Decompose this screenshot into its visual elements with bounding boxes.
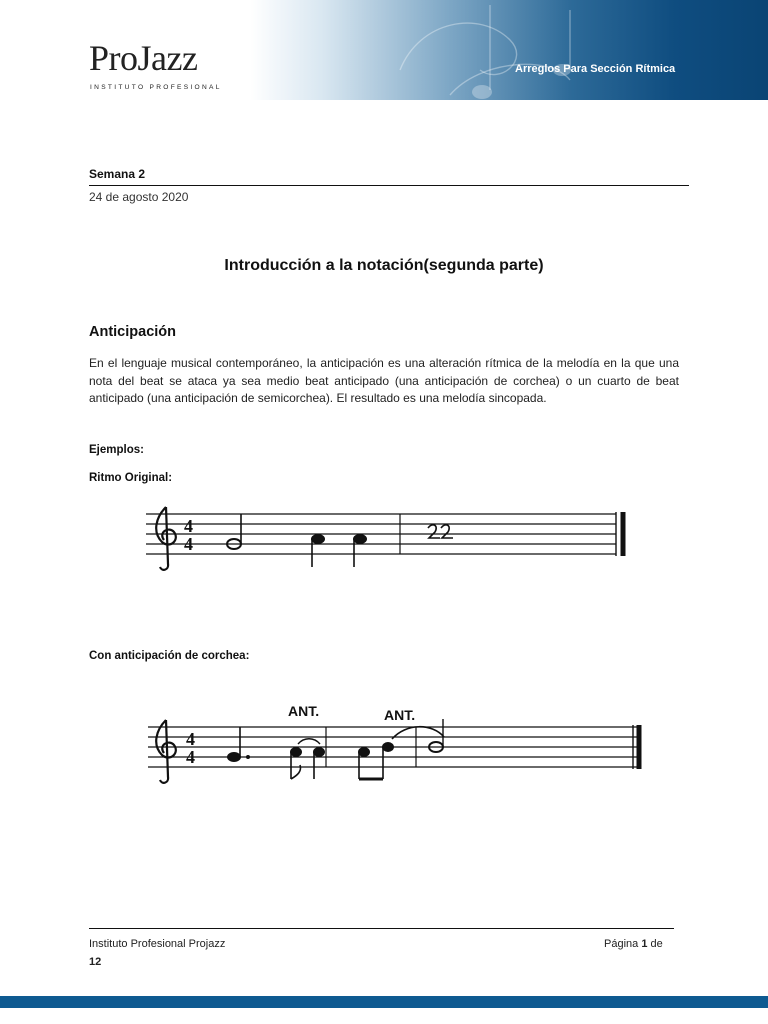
music-notes-decoration	[250, 0, 768, 100]
section-heading: Anticipación	[89, 324, 177, 340]
divider	[89, 185, 689, 186]
anticipation-label: Con anticipación de corchea:	[89, 650, 250, 662]
footer-divider	[89, 928, 674, 929]
svg-text:4: 4	[184, 534, 193, 554]
svg-text:4: 4	[186, 729, 195, 749]
date-label: 24 de agosto 2020	[89, 190, 189, 204]
week-label: Semana 2	[89, 167, 146, 181]
ant-mark: ANT.	[384, 707, 416, 723]
page-of: de	[650, 938, 663, 950]
footer-institution: Instituto Profesional Projazz	[89, 938, 226, 950]
svg-text:4: 4	[184, 516, 193, 536]
footer-bar	[0, 996, 768, 1008]
original-rhythm-staff	[136, 492, 640, 582]
document-title: Introducción a la notación(segunda parte)	[224, 257, 544, 274]
svg-text:4: 4	[186, 747, 195, 767]
total-pages: 12	[89, 956, 102, 968]
page-prefix: Página	[604, 938, 639, 950]
projazz-logo: ProJazz	[89, 38, 198, 78]
original-rhythm-label: Ritmo Original:	[89, 472, 173, 484]
course-title: Arreglos Para Sección Rítmica	[515, 63, 676, 75]
examples-label: Ejemplos:	[89, 444, 144, 456]
logo-tagline: INSTITUTO PROFESIONAL	[90, 84, 222, 91]
page-indicator	[604, 938, 663, 950]
section-paragraph: En el lenguaje musical contemporáneo, la anticipación es una alteración rítmica de la melodía en la que una nota del beat se ataca ya sea medio beat anticipado (una anticipación de corchea) o un cuarto de beat anticipado (una anticipación de semicorchea). El resultado es una melodía sincopada.	[89, 356, 679, 405]
page-number: 1	[641, 938, 648, 950]
ant-mark: ANT.	[288, 703, 320, 719]
anticipation-staff	[136, 695, 660, 790]
